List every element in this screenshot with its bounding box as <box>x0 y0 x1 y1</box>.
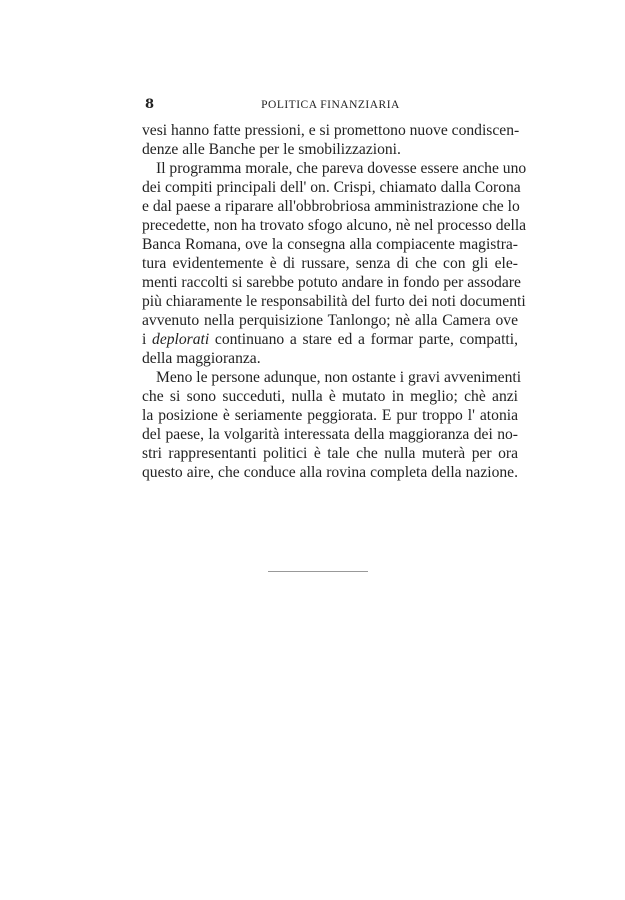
text-line <box>142 330 518 349</box>
text-span: continuano a stare ed a formar parte, compatti, <box>209 331 518 348</box>
page-number: 8 <box>145 97 155 112</box>
text-line: questo aire, che conduce alla rovina completa della nazione. <box>142 464 518 481</box>
text-line: avvenuto nella perquisizione Tanlongo; nè alla Camera ove <box>142 312 518 329</box>
text-line: Banca Romana, ove la consegna alla compiacente magistra- <box>142 236 518 253</box>
text-line: menti raccolti si sarebbe potuto andare in fondo per assodare <box>142 274 521 291</box>
text-line: vesi hanno fatte pressioni, e si promettono nuove condiscen- <box>142 122 520 139</box>
running-title: POLITICA FINANZIARIA <box>261 99 400 111</box>
text-line: precedette, non ha trovato sfogo alcuno, nè nel processo della <box>142 217 527 234</box>
text-line: Meno le persone adunque, non ostante i gravi avvenimenti <box>156 369 522 386</box>
text-line: tura evidentemente è di russare, senza di che con gli ele- <box>142 255 518 272</box>
text-line: denze alle Banche per le smobilizzazioni. <box>142 141 401 158</box>
text-line: più chiaramente le responsabilità del furto dei noti documenti <box>142 293 526 310</box>
text-line: del paese, la volgarità interessata della maggioranza dei no- <box>142 426 518 443</box>
page-header <box>143 97 518 115</box>
text-line: dei compiti principali dell' on. Crispi, chiamato dalla Corona <box>142 179 521 196</box>
italic-word: deplorati <box>152 331 210 348</box>
text-line: la posizione è seriamente peggiorata. E pur troppo l' atonia <box>142 407 518 424</box>
text-line: e dal paese a riparare all'obbrobriosa amministrazione che lo <box>142 198 520 215</box>
body-text <box>142 121 527 482</box>
text-line: Il programma morale, che pareva dovesse essere anche uno <box>156 160 527 177</box>
text-span: i <box>142 331 153 348</box>
text-line: che si sono succeduti, nulla è mutato in meglio; chè anzi <box>142 388 518 405</box>
text-line: stri rappresentanti politici è tale che nulla muterà per ora <box>142 445 518 462</box>
text-line: della maggioranza. <box>142 350 261 367</box>
section-divider <box>268 571 368 572</box>
